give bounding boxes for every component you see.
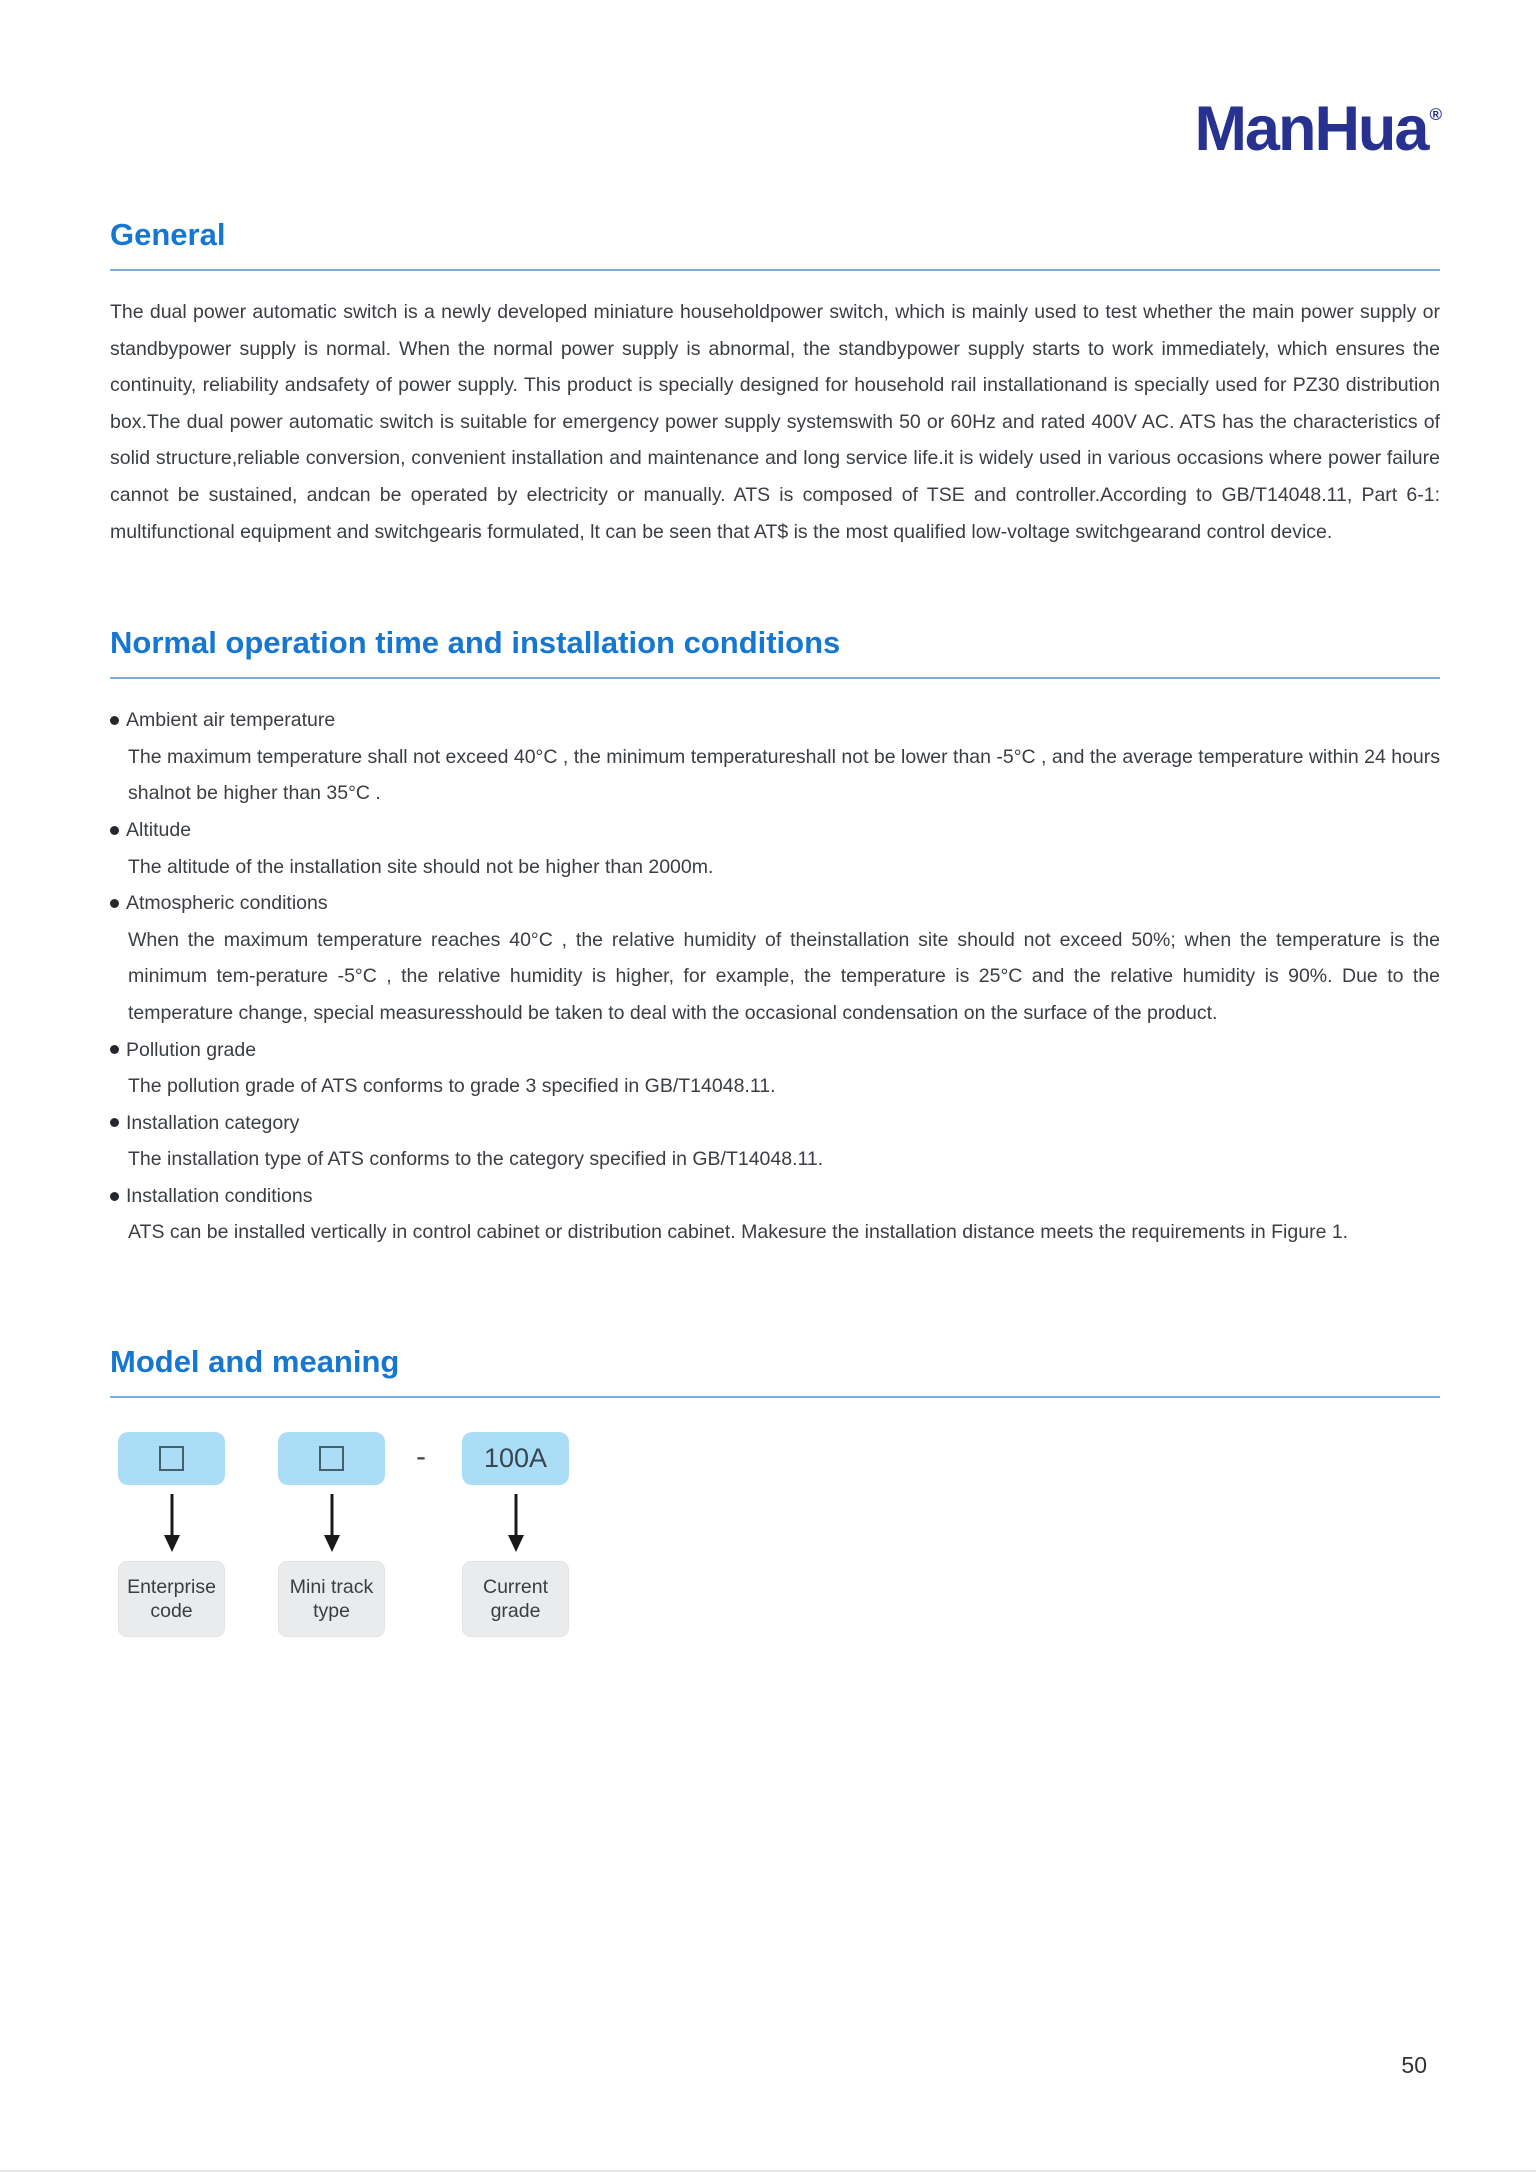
square-placeholder-icon bbox=[319, 1446, 344, 1471]
brand-logo bbox=[110, 0, 1442, 164]
model-label-box bbox=[118, 1561, 225, 1637]
bullet-body: The maximum temperature shall not exceed 40°C , the minimum temperatureshall not be lower than -5°C , and the average temperature within 24 hours shalnot be higher than 35°C . bbox=[128, 745, 1440, 805]
bullet-label: Installation conditions bbox=[126, 1184, 313, 1207]
section-model-meaning bbox=[110, 1343, 1440, 1682]
model-label-line: Mini track bbox=[289, 1576, 374, 1599]
model-column-enterprise-code bbox=[118, 1432, 225, 1637]
bullet-icon bbox=[110, 1045, 119, 1054]
bullet-label: Atmospheric conditions bbox=[126, 892, 328, 915]
section-divider bbox=[110, 677, 1440, 679]
bullet-body: ATS can be installed vertically in control cabinet or distribution cabinet. Makesure the installation distance meets the requirements in Figure 1. bbox=[128, 1221, 1349, 1244]
square-placeholder-icon bbox=[159, 1446, 184, 1471]
model-code-box bbox=[278, 1432, 385, 1485]
section-general bbox=[110, 216, 1440, 550]
bullet-body: When the maximum temperature reaches 40°C , the relative humidity of theinstallation site should not exceed 50%; when the temperature is the minimum tem-perature -5°C , the relative humidity is higher, for example, the temperature is 25°C and the relative humidity is 90%. Due to the temperature change, special measuresshould be taken to deal with the occasional condensation on the surface of the product. bbox=[128, 928, 1440, 1024]
registered-trademark-icon: ® bbox=[1429, 105, 1442, 124]
bullet-label: Installation category bbox=[126, 1111, 300, 1134]
model-code-box bbox=[462, 1432, 569, 1485]
section-title-general: General bbox=[110, 217, 226, 252]
bullet-label: Altitude bbox=[126, 818, 192, 841]
bullet-icon bbox=[110, 716, 119, 725]
section-title-model-meaning: Model and meaning bbox=[110, 1344, 400, 1380]
model-label-box bbox=[462, 1561, 569, 1637]
current-grade-value: 100A bbox=[483, 1443, 548, 1474]
down-arrow-icon bbox=[162, 1494, 182, 1552]
bullet-icon bbox=[110, 826, 119, 835]
page-number: 50 bbox=[1401, 2052, 1427, 2078]
bullet-icon bbox=[110, 899, 119, 908]
model-separator: - bbox=[416, 1440, 426, 1474]
conditions-list bbox=[110, 702, 1440, 1251]
section-divider bbox=[110, 269, 1440, 271]
list-item bbox=[110, 812, 1440, 885]
bullet-icon bbox=[110, 1192, 119, 1201]
list-item bbox=[110, 1105, 1440, 1178]
general-paragraph: The dual power automatic switch is a newly developed miniature householdpower switch, which is mainly used to test whether the main power supply or standbypower supply is normal. When the normal power supply is abnormal, the standbypower supply starts to work immediately, which ensures the continuity, reliability andsafety of power supply. This product is specially designed for household rail installationand is specially used for PZ30 distribution box.The dual power automatic switch is suitable for emergency power supply systemswith 50 or 60Hz and rated 400V AC. ATS has the characteristics of solid structure,reliable conversion, convenient installation and maintenance and long service life.it is widely used in various occasions where power failure cannot be sustained, andcan be operated by electricity or manually. ATS is composed of TSE and controller.According to GB/T14048.11, Part 6-1: multifunctional equipment and switchgearis formulated, lt can be seen that AT$ is the most qualified low-voltage switchgearand control device. bbox=[110, 301, 1440, 543]
model-diagram bbox=[110, 1432, 1440, 1682]
model-label-line: Current bbox=[482, 1576, 549, 1599]
model-code-box bbox=[118, 1432, 225, 1485]
down-arrow-icon bbox=[322, 1494, 342, 1552]
bullet-body: The altitude of the installation site should not be higher than 2000m. bbox=[128, 855, 714, 878]
model-label-line: type bbox=[313, 1600, 350, 1623]
model-label-box bbox=[278, 1561, 385, 1637]
model-label-line: code bbox=[150, 1600, 193, 1623]
down-arrow-icon bbox=[506, 1494, 526, 1552]
list-item bbox=[110, 702, 1440, 812]
list-item bbox=[110, 1032, 1440, 1105]
bullet-label: Ambient air temperature bbox=[126, 709, 336, 732]
model-label-line: Enterprise bbox=[127, 1576, 216, 1599]
section-divider bbox=[110, 1396, 1440, 1398]
bullet-label: Pollution grade bbox=[126, 1038, 257, 1061]
model-label-line: grade bbox=[490, 1600, 541, 1623]
section-title-normal-operation: Normal operation time and installation conditions bbox=[110, 625, 841, 661]
bullet-body: The installation type of ATS conforms to the category specified in GB/T14048.11. bbox=[128, 1148, 824, 1171]
model-column-current-grade bbox=[462, 1432, 569, 1637]
model-column-mini-track-type bbox=[278, 1432, 385, 1637]
list-item bbox=[110, 885, 1440, 1031]
bullet-body: The pollution grade of ATS conforms to grade 3 specified in GB/T14048.11. bbox=[128, 1075, 776, 1098]
logo-text: ManHua bbox=[1194, 94, 1428, 164]
section-normal-operation bbox=[110, 624, 1440, 1251]
bullet-icon bbox=[110, 1118, 119, 1127]
list-item bbox=[110, 1178, 1440, 1251]
